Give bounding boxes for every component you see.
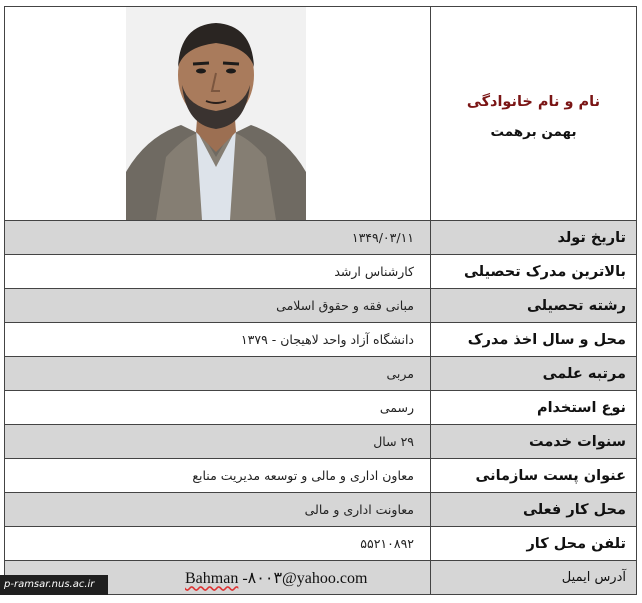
email-user: Bahman — [185, 569, 239, 587]
profile-table — [4, 6, 637, 595]
row-field-of-study — [5, 289, 637, 323]
profile-photo — [126, 7, 306, 220]
row-highest-degree — [5, 255, 637, 289]
row-value: معاونت اداری و مالی — [5, 493, 431, 527]
name-value: بهمن برهمت — [490, 123, 577, 140]
row-employment-type — [5, 391, 637, 425]
row-label: مرتبه علمی — [431, 357, 637, 391]
row-value: مبانی فقه و حقوق اسلامی — [5, 289, 431, 323]
row-value: مربی — [5, 357, 431, 391]
row-label: تاریخ تولد — [431, 221, 637, 255]
row-label: نوع استخدام — [431, 391, 637, 425]
row-label: رشته تحصیلی — [431, 289, 637, 323]
row-value: کارشناس ارشد — [5, 255, 431, 289]
row-label: تلفن محل کار — [431, 527, 637, 561]
row-value: رسمی — [5, 391, 431, 425]
row-years-of-service — [5, 425, 637, 459]
row-label: محل کار فعلی — [431, 493, 637, 527]
row-current-workplace — [5, 493, 637, 527]
row-value: معاون اداری و مالی و توسعه مدیریت منابع — [5, 459, 431, 493]
site-watermark: p-ramsar.nus.ac.ir — [0, 575, 108, 595]
row-value: ۲۹ سال — [5, 425, 431, 459]
photo-cell — [5, 7, 431, 221]
row-work-phone — [5, 527, 637, 561]
email-suffix: -۸۰۰۳@yahoo.com — [238, 569, 368, 587]
row-value: ۵۵۲۱۰۸۹۲ — [5, 527, 431, 561]
row-label: سنوات خدمت — [431, 425, 637, 459]
row-label: عنوان پست سازمانی — [431, 459, 637, 493]
row-value: ۱۳۴۹/۰۳/۱۱ — [5, 221, 431, 255]
name-cell — [431, 7, 637, 221]
email-label: آدرس ایمیل — [431, 561, 637, 595]
row-degree-place-year — [5, 323, 637, 357]
name-title: نام و نام خانوادگی — [466, 93, 601, 110]
cv-sheet — [4, 6, 637, 598]
row-academic-rank — [5, 357, 637, 391]
row-label: محل و سال اخذ مدرک — [431, 323, 637, 357]
row-position-title — [5, 459, 637, 493]
row-value: دانشگاه آزاد واحد لاهیجان - ۱۳۷۹ — [5, 323, 431, 357]
row-birth-date — [5, 221, 637, 255]
person-portrait-icon — [126, 7, 306, 220]
header-row — [5, 7, 637, 221]
row-label: بالاترین مدرک تحصیلی — [431, 255, 637, 289]
